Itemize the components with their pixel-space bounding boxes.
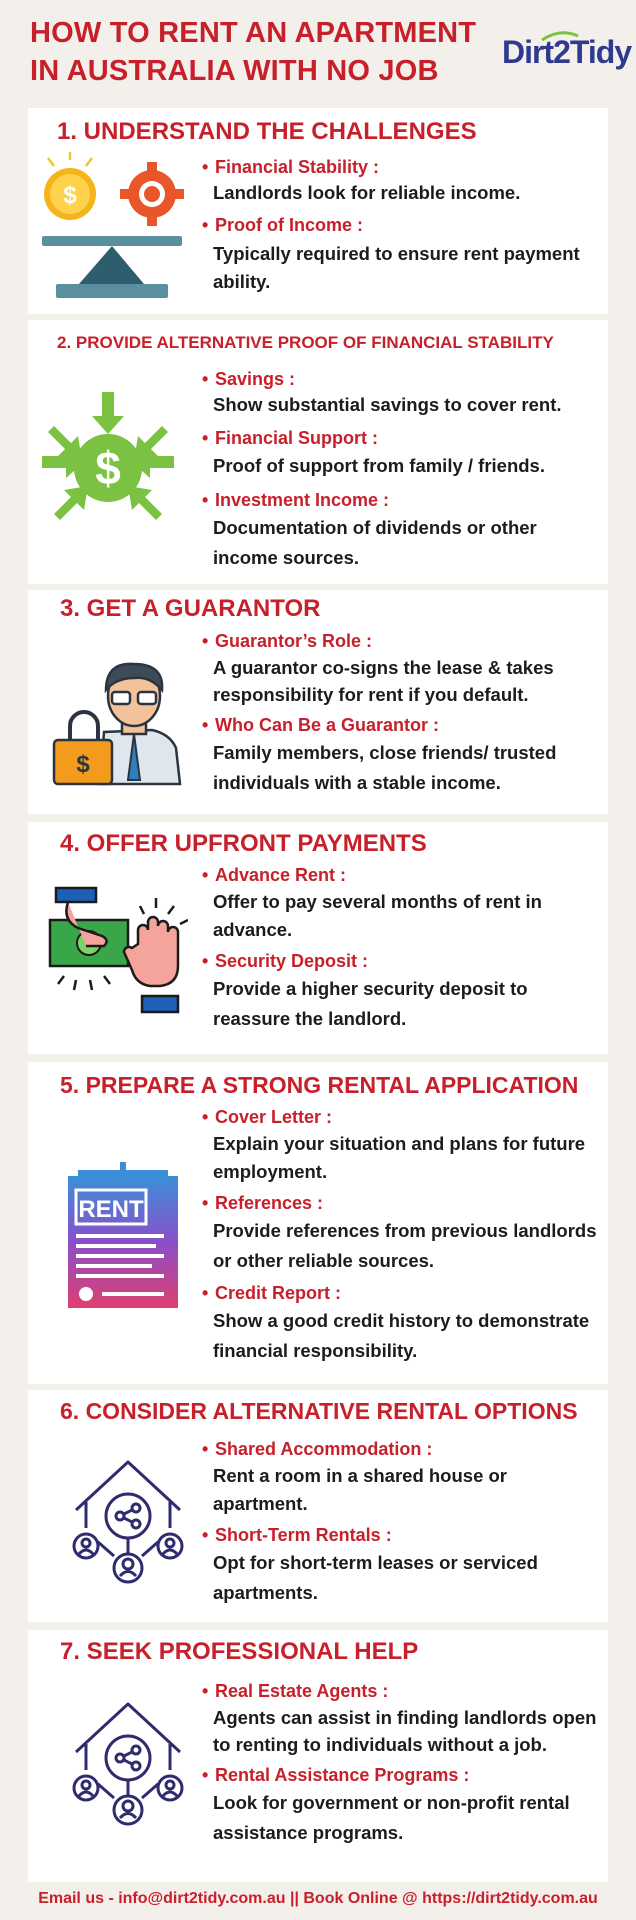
item-description: A guarantor co-signs the lease & takes responsibility for rent if you default. [213,657,554,705]
section-items-3 [202,630,598,798]
bullet-icon: • [202,631,209,651]
list-item [202,1438,598,1518]
item-label: Financial Support : [215,428,379,448]
item-description: Look for government or non-profit rental assistance programs. [213,1792,570,1843]
section-title-2: 2. PROVIDE ALTERNATIVE PROOF OF FINANCIAL STABILITY [57,333,554,352]
list-item [202,156,598,206]
item-label: Credit Report : [215,1283,341,1303]
item-label: Advance Rent : [215,865,347,885]
section-items-1 [202,156,598,296]
bullet-icon: • [202,1765,209,1785]
item-label: Guarantor’s Role : [215,631,373,651]
network-house-icon [68,1700,188,1830]
section-items-7 [202,1680,598,1848]
section-card-7 [28,1630,608,1882]
page-title-line-2: IN AUSTRALIA WITH NO JOB [30,55,439,87]
item-description: Documentation of dividends or other income sources. [213,517,537,568]
list-item [202,214,598,296]
item-label: Who Can Be a Guarantor : [215,715,440,735]
section-title-6: 6. CONSIDER ALTERNATIVE RENTAL OPTIONS [60,1398,578,1424]
list-item [202,714,598,798]
cash-handover-icon [48,884,188,1034]
list-item [202,1192,598,1276]
item-label: Financial Stability : [215,157,380,177]
list-item [202,1764,598,1848]
rent-document-icon [64,1162,184,1312]
item-label: Rental Assistance Programs : [215,1765,470,1785]
item-description: Show substantial savings to cover rent. [213,394,562,415]
section-card-6 [28,1390,608,1622]
bullet-icon: • [202,215,209,235]
item-label: Proof of Income : [215,215,363,235]
item-description: Rent a room in a shared house or apartment. [213,1465,508,1514]
list-item [202,1106,598,1186]
section-items-6 [202,1438,598,1608]
logo-swoosh-icon [540,30,580,44]
page-title-line-1: HOW TO RENT AN APARTMENT [30,17,477,49]
logo-text-dirt: Dirt [502,34,554,70]
item-description: Provide a higher security deposit to reassure the landlord. [213,978,528,1029]
section-title-4: 4. OFFER UPFRONT PAYMENTS [60,830,427,857]
item-label: Investment Income : [215,490,390,510]
item-description: Opt for short-term leases or serviced apartments. [213,1552,538,1603]
section-title-7: 7. SEEK PROFESSIONAL HELP [60,1638,419,1665]
svg-text:$: $ [63,182,77,209]
list-item [202,950,598,1034]
logo-text-2tidy: 2Tidy [553,34,632,70]
section-card-3 [28,590,608,814]
svg-text:$: $ [76,751,90,778]
list-item [202,864,598,944]
list-item [202,630,598,708]
item-description: Agents can assist in finding landlords open to renting to individuals without a job. [213,1707,597,1755]
item-label: Real Estate Agents : [215,1681,389,1701]
bullet-icon: • [202,369,209,389]
bullet-icon: • [202,951,209,971]
section-items-5 [202,1106,598,1366]
bullet-icon: • [202,1107,209,1127]
page-header [0,0,636,100]
guarantor-person-icon [52,656,182,786]
section-items-2 [202,368,598,573]
bullet-icon: • [202,1525,209,1545]
bullet-icon: • [202,490,209,510]
item-label: Savings : [215,369,296,389]
section-card-5 [28,1062,608,1384]
item-label: Cover Letter : [215,1107,333,1127]
item-description: Landlords look for reliable income. [213,182,521,203]
bullet-icon: • [202,715,209,735]
section-title-5: 5. PREPARE A STRONG RENTAL APPLICATION [60,1072,579,1098]
item-label: References : [215,1193,324,1213]
section-card-2 [28,320,608,584]
balance-scale-icon [34,152,184,302]
item-description: Family members, close friends/ trusted individuals with a stable income. [213,742,557,793]
section-card-1 [28,108,608,314]
page-title [30,14,500,90]
list-item [202,368,598,418]
bullet-icon: • [202,1681,209,1701]
item-description: Typically required to ensure rent payment ability. [213,243,580,292]
footer-contact: Email us - info@dirt2tidy.com.au || Book Online @ https://dirt2tidy.com.au [38,1890,598,1907]
bullet-icon: • [202,428,209,448]
item-label: Short-Term Rentals : [215,1525,392,1545]
item-label: Shared Accommodation : [215,1439,433,1459]
section-title-3: 3. GET A GUARANTOR [60,595,321,622]
bullet-icon: • [202,1193,209,1213]
bullet-icon: • [202,1439,209,1459]
item-label: Security Deposit : [215,951,369,971]
section-card-4 [28,822,608,1054]
section-title-1: 1. UNDERSTAND THE CHALLENGES [57,118,477,145]
list-item [202,1282,598,1366]
list-item [202,489,598,573]
bullet-icon: • [202,865,209,885]
list-item [202,1524,598,1608]
list-item [202,427,598,479]
shared-house-icon [68,1458,188,1588]
dollar-arrows-icon [38,388,178,528]
svg-text:RENT: RENT [78,1196,144,1223]
section-items-4 [202,864,598,1034]
item-description: Offer to pay several months of rent in advance. [213,891,542,940]
bullet-icon: • [202,157,209,177]
item-description: Explain your situation and plans for future employment. [213,1133,586,1182]
bullet-icon: • [202,1283,209,1303]
item-description: Provide references from previous landlords or other reliable sources. [213,1220,597,1271]
list-item [202,1680,598,1758]
svg-text:$: $ [95,442,121,494]
item-description: Show a good credit history to demonstrate financial responsibility. [213,1310,590,1361]
item-description: Proof of support from family / friends. [213,455,545,476]
